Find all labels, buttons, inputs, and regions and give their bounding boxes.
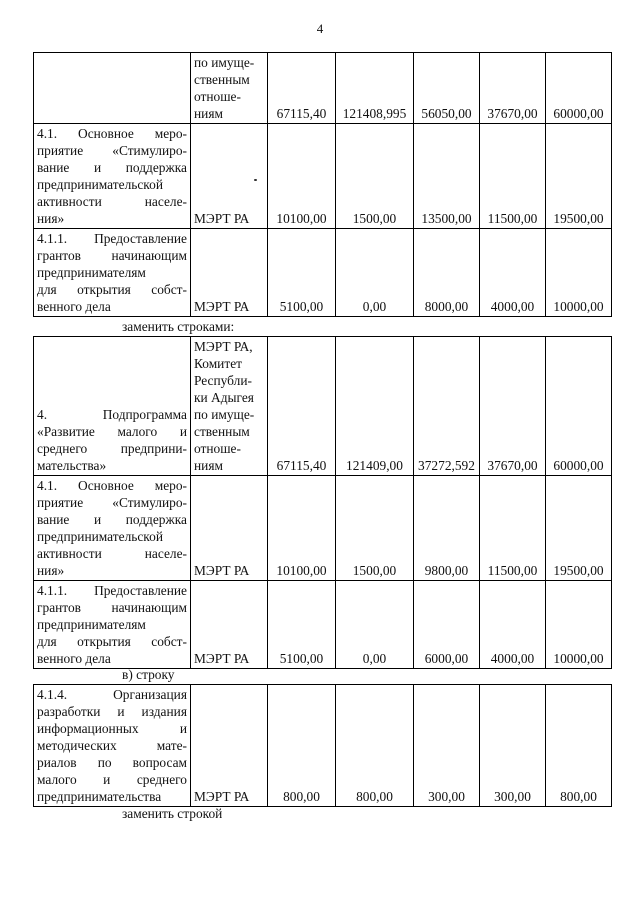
- responsible-cell: [191, 124, 268, 229]
- program-table-replacement: [33, 336, 612, 669]
- responsible-line: МЭРТ РА: [194, 299, 250, 314]
- responsible-cell: [191, 581, 268, 669]
- row-name-line: венного дела: [37, 299, 111, 314]
- row-name-line: 4. Подпрограмма: [37, 407, 187, 422]
- row-name-line: активности населе-: [37, 546, 187, 561]
- caption-row: в) строку: [122, 667, 175, 682]
- row-name-line: предпринимателям: [37, 617, 146, 632]
- row-name-line: для открытия собст-: [37, 634, 187, 649]
- responsible-cell: [191, 337, 268, 476]
- row-name-cell: [34, 124, 191, 229]
- responsible-line: ки Адыгея: [194, 390, 254, 405]
- responsible-line: МЭРТ РА,: [194, 339, 253, 354]
- row-name-cell: [34, 581, 191, 669]
- row-name-line: малого и среднего: [37, 772, 187, 787]
- amount-cell: 10000,00: [546, 229, 612, 317]
- amount-cell: 5100,00: [268, 229, 336, 317]
- amount-cell: 4000,00: [480, 581, 546, 669]
- amount-cell: 0,00: [336, 581, 414, 669]
- amount-cell: 800,00: [546, 685, 612, 807]
- amount-cell: 56050,00: [414, 53, 480, 124]
- row-name-cell: [34, 337, 191, 476]
- table-row: [34, 124, 612, 229]
- row-name-line: ния»: [37, 563, 65, 578]
- program-table-row-4-1-4: [33, 684, 612, 807]
- amount-cell: 67115,40: [268, 53, 336, 124]
- row-name-line: 4.1. Основное меро-: [37, 478, 187, 493]
- row-name-line: вание и поддержка: [37, 512, 187, 527]
- responsible-line: по имуще-: [194, 55, 255, 70]
- row-name-line: предпринимательской: [37, 529, 163, 544]
- row-name-cell: [34, 229, 191, 317]
- table-row: [34, 229, 612, 317]
- row-name-line: приятие «Стимулиро-: [37, 143, 187, 158]
- row-name-line: для открытия собст-: [37, 282, 187, 297]
- row-name-line: грантов начинающим: [37, 600, 187, 615]
- amount-cell: 60000,00: [546, 337, 612, 476]
- amount-cell: 121408,995: [336, 53, 414, 124]
- amount-cell: 10000,00: [546, 581, 612, 669]
- amount-cell: 60000,00: [546, 53, 612, 124]
- amount-cell: 9800,00: [414, 476, 480, 581]
- row-name-cell: [34, 53, 191, 124]
- table-row: [34, 337, 612, 476]
- responsible-line: Республи-: [194, 373, 252, 388]
- responsible-line: отноше-: [194, 89, 241, 104]
- row-name-line: 4.1.1. Предоставление: [37, 583, 187, 598]
- amount-cell: 67115,40: [268, 337, 336, 476]
- amount-cell: 300,00: [414, 685, 480, 807]
- row-name-line: предпринимателям: [37, 265, 146, 280]
- responsible-cell: [191, 476, 268, 581]
- row-name-line: среднего предприни-: [37, 441, 187, 456]
- row-name-line: венного дела: [37, 651, 111, 666]
- responsible-line: МЭРТ РА: [194, 563, 250, 578]
- responsible-cell: [191, 685, 268, 807]
- row-name-cell: [34, 685, 191, 807]
- table-row: [34, 53, 612, 124]
- row-name-line: риалов по вопросам: [37, 755, 187, 770]
- responsible-line: отноше-: [194, 441, 241, 456]
- responsible-line: ниям: [194, 106, 223, 121]
- responsible-line: ниям: [194, 458, 223, 473]
- amount-cell: 4000,00: [480, 229, 546, 317]
- amount-cell: 11500,00: [480, 124, 546, 229]
- responsible-line: МЭРТ РА: [194, 651, 250, 666]
- table-row: [34, 581, 612, 669]
- responsible-cell: [191, 53, 268, 124]
- amount-cell: 5100,00: [268, 581, 336, 669]
- caption-replace-with-row: заменить строкой: [122, 806, 223, 821]
- amount-cell: 37670,00: [480, 337, 546, 476]
- amount-cell: 10100,00: [268, 476, 336, 581]
- table-row: [34, 476, 612, 581]
- table-row: [34, 685, 612, 807]
- amount-cell: 13500,00: [414, 124, 480, 229]
- program-table-original: [33, 52, 612, 317]
- caption-replace-with-rows: заменить строками:: [122, 319, 235, 334]
- amount-cell: 8000,00: [414, 229, 480, 317]
- row-name-line: грантов начинающим: [37, 248, 187, 263]
- amount-cell: 11500,00: [480, 476, 546, 581]
- amount-cell: 10100,00: [268, 124, 336, 229]
- row-name-line: ния»: [37, 211, 65, 226]
- amount-cell: 800,00: [336, 685, 414, 807]
- row-name-line: мательства»: [37, 458, 107, 473]
- row-name-line: приятие «Стимулиро-: [37, 495, 187, 510]
- row-name-line: предпринимательской: [37, 177, 163, 192]
- responsible-line: по имуще-: [194, 407, 255, 422]
- row-name-line: методических мате-: [37, 738, 187, 753]
- amount-cell: 6000,00: [414, 581, 480, 669]
- responsible-line: ственным: [194, 72, 250, 87]
- row-name-line: вание и поддержка: [37, 160, 187, 175]
- row-name-line: предпринимательства: [37, 789, 162, 804]
- row-name-line: «Развитие малого и: [37, 424, 187, 439]
- responsible-cell: [191, 229, 268, 317]
- row-name-line: 4.1.1. Предоставление: [37, 231, 187, 246]
- responsible-line: МЭРТ РА: [194, 211, 250, 226]
- responsible-line: МЭРТ РА: [194, 789, 250, 804]
- amount-cell: 300,00: [480, 685, 546, 807]
- amount-cell: 1500,00: [336, 476, 414, 581]
- amount-cell: 0,00: [336, 229, 414, 317]
- row-name-line: 4.1.4. Организация: [37, 687, 187, 702]
- scan-speck: [254, 179, 257, 181]
- amount-cell: 19500,00: [546, 476, 612, 581]
- row-name-line: разработки и издания: [37, 704, 187, 719]
- amount-cell: 800,00: [268, 685, 336, 807]
- page-number: 4: [316, 21, 324, 36]
- row-name-line: 4.1. Основное меро-: [37, 126, 187, 141]
- amount-cell: 37272,592: [414, 337, 480, 476]
- amount-cell: 121409,00: [336, 337, 414, 476]
- responsible-line: Комитет: [194, 356, 242, 371]
- responsible-line: ственным: [194, 424, 250, 439]
- amount-cell: 1500,00: [336, 124, 414, 229]
- row-name-cell: [34, 476, 191, 581]
- amount-cell: 19500,00: [546, 124, 612, 229]
- amount-cell: 37670,00: [480, 53, 546, 124]
- row-name-line: активности населе-: [37, 194, 187, 209]
- row-name-line: информационных и: [37, 721, 187, 736]
